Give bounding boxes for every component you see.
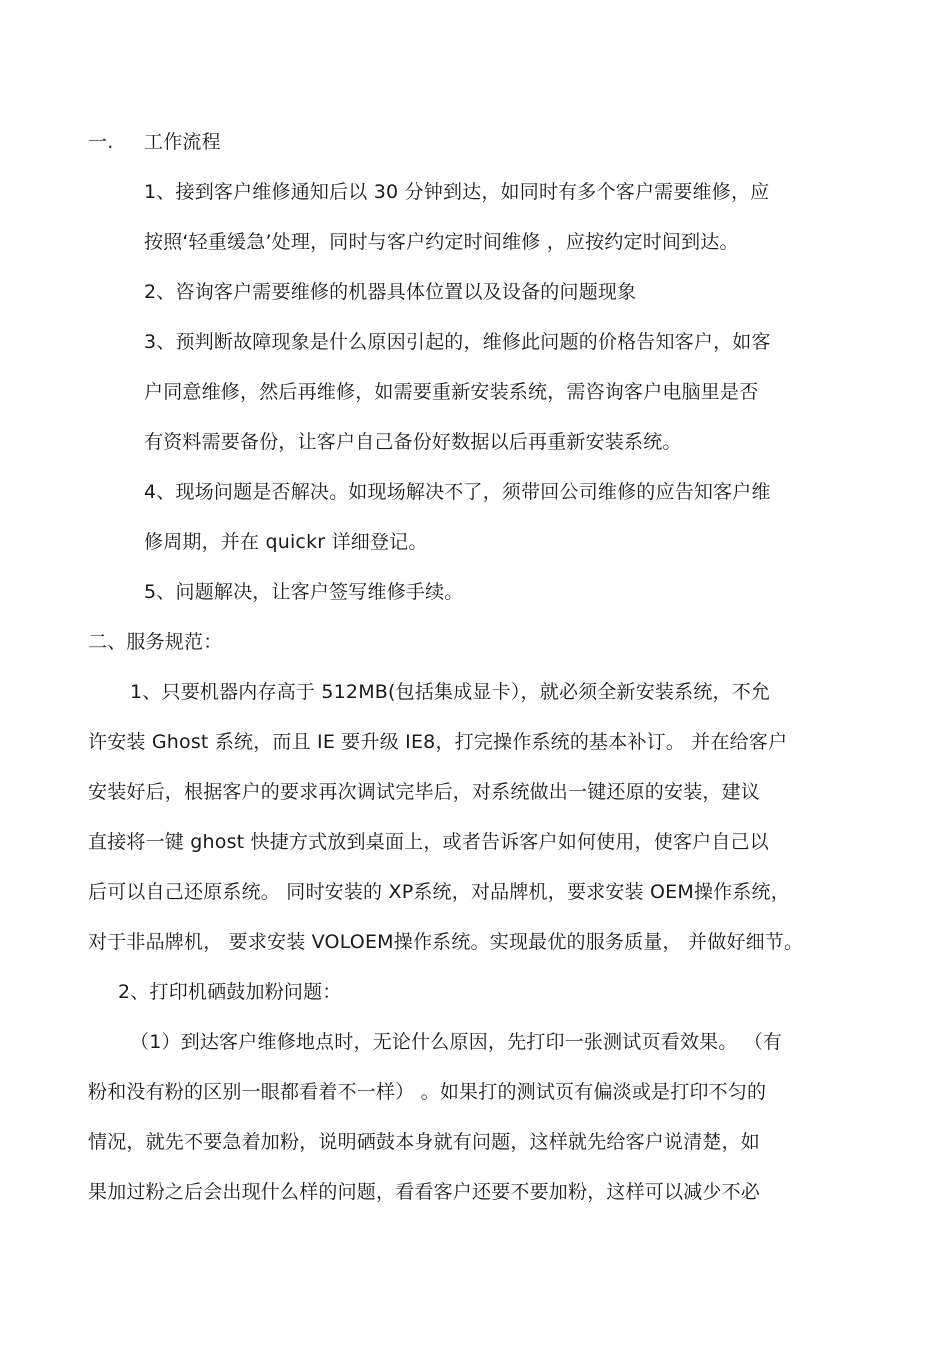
paragraph-line: 2、打印机硒鼓加粉问题： — [118, 981, 342, 1003]
paragraph-line: 3、预判断故障现象是什么原因引起的，维修此问题的价格告知客户，如客 — [144, 331, 771, 353]
paragraph-line: 5、问题解决，让客户签写维修手续。 — [144, 581, 464, 603]
paragraph-line: 许安装 Ghost 系统，而且 IE 要升级 IE8，打完操作系统的基本补订。 并在给客户 — [88, 731, 788, 753]
paragraph-line: 有资料需要备份，让客户自己备份好数据以后再重新安装系统。 — [144, 431, 682, 453]
paragraph-line: 修周期，并在 quickr 详细登记。 — [144, 531, 428, 553]
paragraph-line: 直接将一键 ghost 快捷方式放到桌面上，或者告诉客户如何使用，使客户自己以 — [88, 831, 769, 853]
paragraph-line: 情况，就先不要急着加粉，说明硒鼓本身就有问题，这样就先给客户说清楚，如 — [88, 1131, 761, 1153]
section-1-title: 工作流程 — [144, 131, 221, 153]
paragraph-line: 户同意维修，然后再维修，如需要重新安装系统，需咨询客户电脑里是否 — [144, 381, 759, 403]
paragraph-line: 安装好后，根据客户的要求再次调试完毕后，对系统做出一键还原的安装，建议 — [88, 781, 761, 803]
paragraph-line: 1、接到客户维修通知后以 30 分钟到达，如同时有多个客户需要维修，应 — [144, 181, 770, 203]
paragraph-line: 果加过粉之后会出现什么样的问题，看看客户还要不要加粉，这样可以减少不必 — [88, 1181, 761, 1203]
paragraph-line: 按照‘轻重缓急’处理，同时与客户约定时间维修 ，应按约定时间到达。 — [144, 231, 739, 253]
paragraph-line: 1、只要机器内存高于 512MB(包括集成显卡），就必须全新安装系统，不允 — [130, 681, 771, 703]
paragraph-line: 对于非品牌机， 要求安装 VOLOEM操作系统。实现最优的服务质量， 并做好细节。 — [88, 931, 804, 953]
paragraph-line: 2、咨询客户需要维修的机器具体位置以及设备的问题现象 — [144, 281, 637, 303]
paragraph-line: 4、现场问题是否解决。如现场解决不了，须带回公司维修的应告知客户维 — [144, 481, 771, 503]
paragraph-line: 粉和没有粉的区别一眼都看着不一样） 。如果打的测试页有偏淡或是打印不匀的 — [88, 1081, 767, 1103]
paragraph-line: （1）到达客户维修地点时，无论什么原因，先打印一张测试页看效果。 （有 — [130, 1031, 783, 1053]
paragraph-line: 后可以自己还原系统。 同时安装的 XP系统，对品牌机，要求安装 OEM操作系统， — [88, 881, 790, 903]
section-2-title: 二、服务规范： — [88, 631, 223, 653]
section-1-number: 一. — [88, 131, 114, 153]
